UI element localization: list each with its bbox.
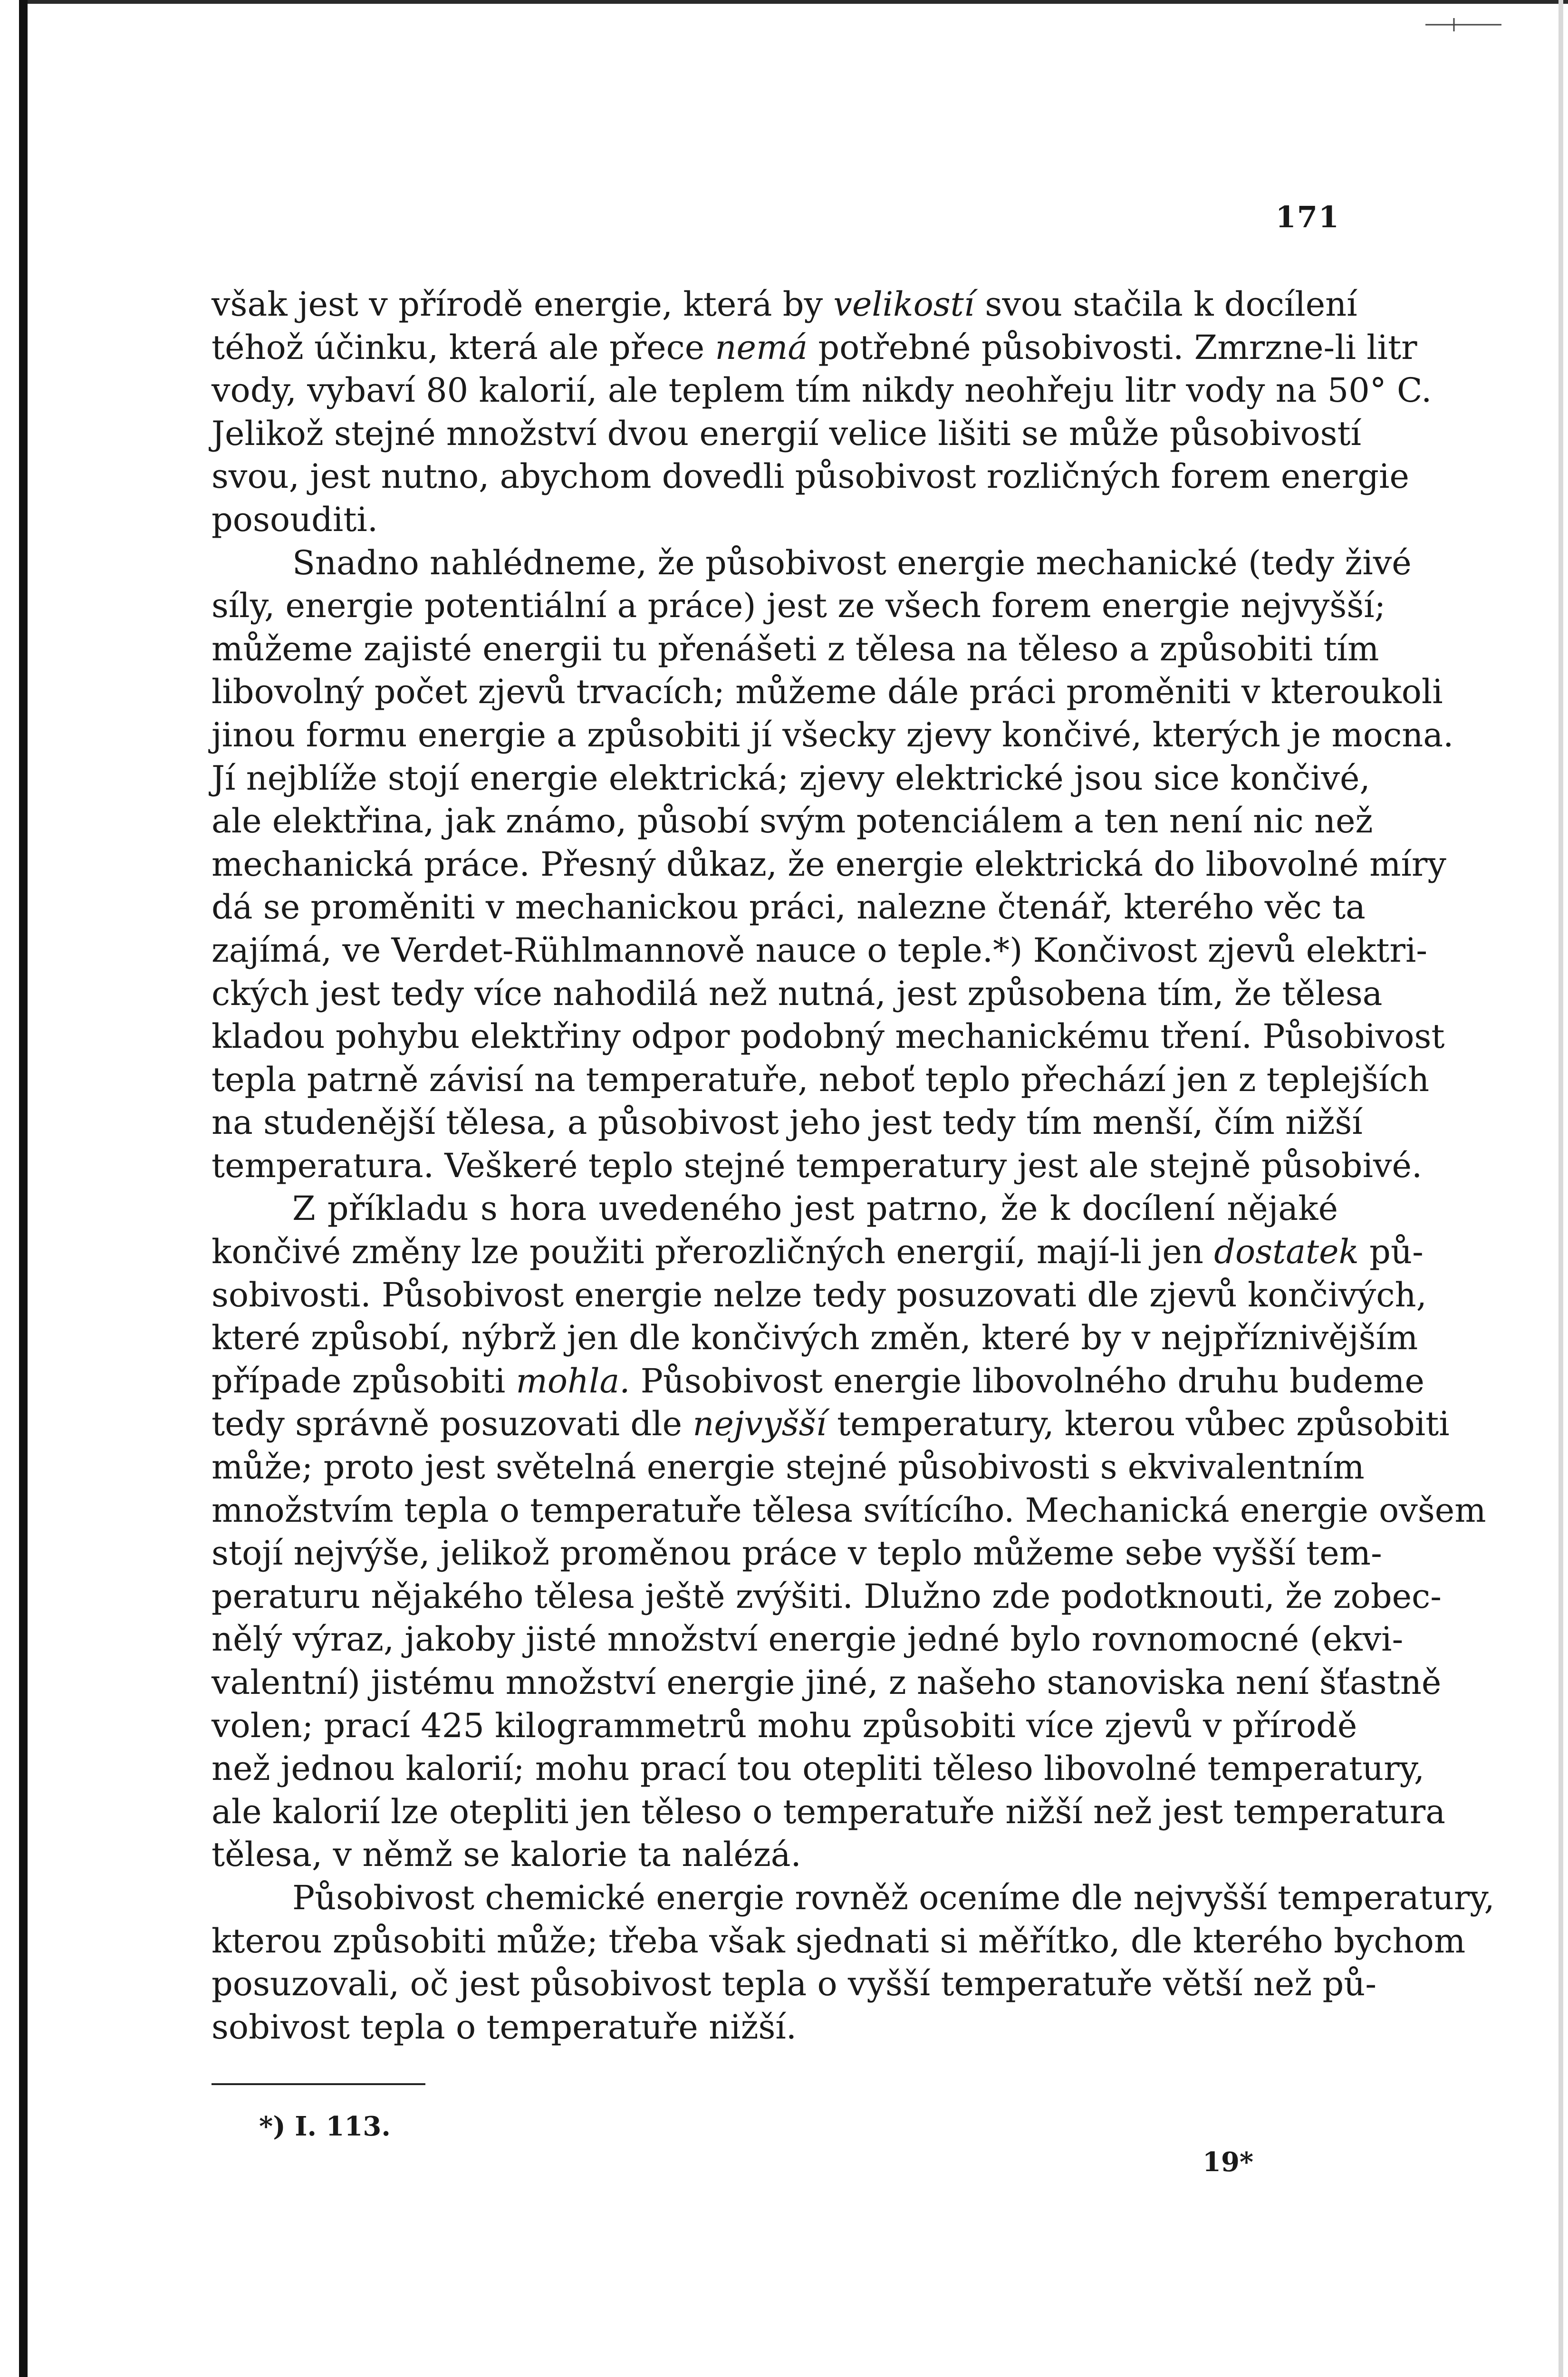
text-line: ale kalorií lze otepliti jen těleso o temperatuře nižší než jest temperatura <box>212 1792 1445 1831</box>
text-line: sobivost tepla o temperatuře nižší. <box>212 2007 797 2047</box>
text-line: svou, jest nutno, abychom dovedli působivost rozličných forem energie <box>212 457 1409 496</box>
corner-mark-icon <box>1421 14 1506 33</box>
text-line: může; proto jest světelná energie stejné působivosti s ekvivalentním <box>212 1448 1365 1487</box>
text-line: Jí nejblíže stojí energie elektrická; zjevy elektrické jsou sice končivé, <box>212 758 1370 798</box>
emphasis: nemá <box>715 328 808 367</box>
text-line: končivé změny lze použiti přerozličných energií, mají-li jen dostatek pů- <box>212 1232 1424 1272</box>
paragraph <box>212 541 1454 1188</box>
text-line: ckých jest tedy více nahodilá než nutná, jest způsobena tím, že tělesa <box>212 974 1383 1013</box>
paragraph <box>212 1187 1486 1876</box>
emphasis: velikostí <box>833 285 975 324</box>
text-line: tepla patrně závisí na temperatuře, neboť teplo přechází jen z teplejších <box>212 1060 1430 1099</box>
text-line: posouditi. <box>212 500 378 539</box>
text-line: dá se proměniti v mechanickou práci, nalezne čtenář, kterého věc ta <box>212 888 1366 927</box>
text-line: jinou formu energie a způsobiti jí všecky zjevy končivé, kterých je mocna. <box>212 715 1454 754</box>
text-line: ale elektřina, jak známo, působí svým potenciálem a ten není nic než <box>212 802 1373 841</box>
text-line: Snadno nahlédneme, že působivost energie mechanické (tedy živé <box>292 543 1412 582</box>
text-line: stojí nejvýše, jelikož proměnou práce v teplo můžeme sebe vyšší tem- <box>212 1534 1382 1573</box>
text-line: Z příkladu s hora uvedeného jest patrno, že k docílení nějaké <box>292 1189 1338 1228</box>
text-line: zajímá, ve Verdet-Rühlmannově nauce o teple.*) Končivost zjevů elektri- <box>212 930 1428 970</box>
paragraph <box>212 1876 1495 2048</box>
text-line: tedy správně posuzovati dle nejvyšší temperatury, kterou vůbec způsobiti <box>212 1404 1450 1444</box>
text-line: kladou pohybu elektřiny odpor podobný mechanickému tření. Působivost <box>212 1017 1445 1056</box>
text-line: mechanická práce. Přesný důkaz, že energie elektrická do libovolné míry <box>212 844 1446 884</box>
signature-mark: 19* <box>1202 2146 1254 2178</box>
text-line: Jelikož stejné množství dvou energií velice lišiti se může působivostí <box>212 414 1362 453</box>
text-line: téhož účinku, která ale přece nemá potřebné působivosti. Zmrzne-li litr <box>212 328 1417 367</box>
paragraph <box>212 283 1432 541</box>
text-line: které způsobí, nýbrž jen dle končivých změn, které by v nejpříznivějším <box>212 1318 1418 1358</box>
text-line: však jest v přírodě energie, která by velikostí svou stačila k docílení <box>212 285 1357 324</box>
text-line: peraturu nějakého tělesa ještě zvýšiti. Dlužno zde podotknouti, že zobec- <box>212 1576 1442 1616</box>
text-line: volen; prací 425 kilogrammetrů mohu způsobiti více zjevů v přírodě <box>212 1706 1357 1745</box>
emphasis: mohla. <box>516 1361 630 1401</box>
text-line: tělesa, v němž se kalorie ta nalézá. <box>212 1835 801 1875</box>
scan-edge-left <box>19 0 28 2377</box>
text-line: posuzovali, oč jest působivost tepla o vyšší temperatuře větší než pů- <box>212 1964 1376 2004</box>
emphasis: dostatek <box>1214 1232 1359 1272</box>
scan-edge-top <box>19 0 1568 4</box>
scan-edge-right <box>1558 0 1563 2377</box>
text-line: nělý výraz, jakoby jisté množství energie jedné bylo rovnomocné (ekvi- <box>212 1620 1404 1659</box>
text-line: sobivosti. Působivost energie nelze tedy posuzovati dle zjevů končivých, <box>212 1275 1427 1314</box>
text-line: vody, vybaví 80 kalorií, ale teplem tím nikdy neohřeju litr vody na 50° C. <box>212 371 1432 410</box>
text-line: Působivost chemické energie rovněž oceníme dle nejvyšší temperatury, <box>292 1878 1495 1917</box>
body-text <box>212 283 1495 2048</box>
footnote-divider <box>212 2083 425 2085</box>
footnote: *) I. 113. <box>259 2111 391 2142</box>
text-line: kterou způsobiti může; třeba však sjednati si měřítko, dle kterého bychom <box>212 1921 1466 1961</box>
text-line: libovolný počet zjevů trvacích; můžeme dále práci proměniti v kteroukoli <box>212 672 1443 712</box>
text-line: můžeme zajisté energii tu přenášeti z tělesa na těleso a způsobiti tím <box>212 629 1379 668</box>
text-line: síly, energie potentiální a práce) jest ze všech forem energie nejvyšší; <box>212 586 1386 626</box>
text-line: případe způsobiti mohla. Působivost energie libovolného druhu budeme <box>212 1361 1424 1401</box>
text-line: množstvím tepla o temperatuře tělesa svítícího. Mechanická energie ovšem <box>212 1490 1486 1530</box>
text-line: na studenější tělesa, a působivost jeho jest tedy tím menší, čím nižší <box>212 1103 1363 1142</box>
page-number: 171 <box>1275 200 1340 234</box>
text-line: než jednou kalorií; mohu prací tou otepliti těleso libovolné temperatury, <box>212 1749 1425 1788</box>
text-line: temperatura. Veškeré teplo stejné temperatury jest ale stejně působivé. <box>212 1146 1423 1185</box>
emphasis: nejvyšší <box>693 1404 827 1444</box>
text-line: valentní) jistému množství energie jiné, z našeho stanoviska není šťastně <box>212 1663 1442 1702</box>
